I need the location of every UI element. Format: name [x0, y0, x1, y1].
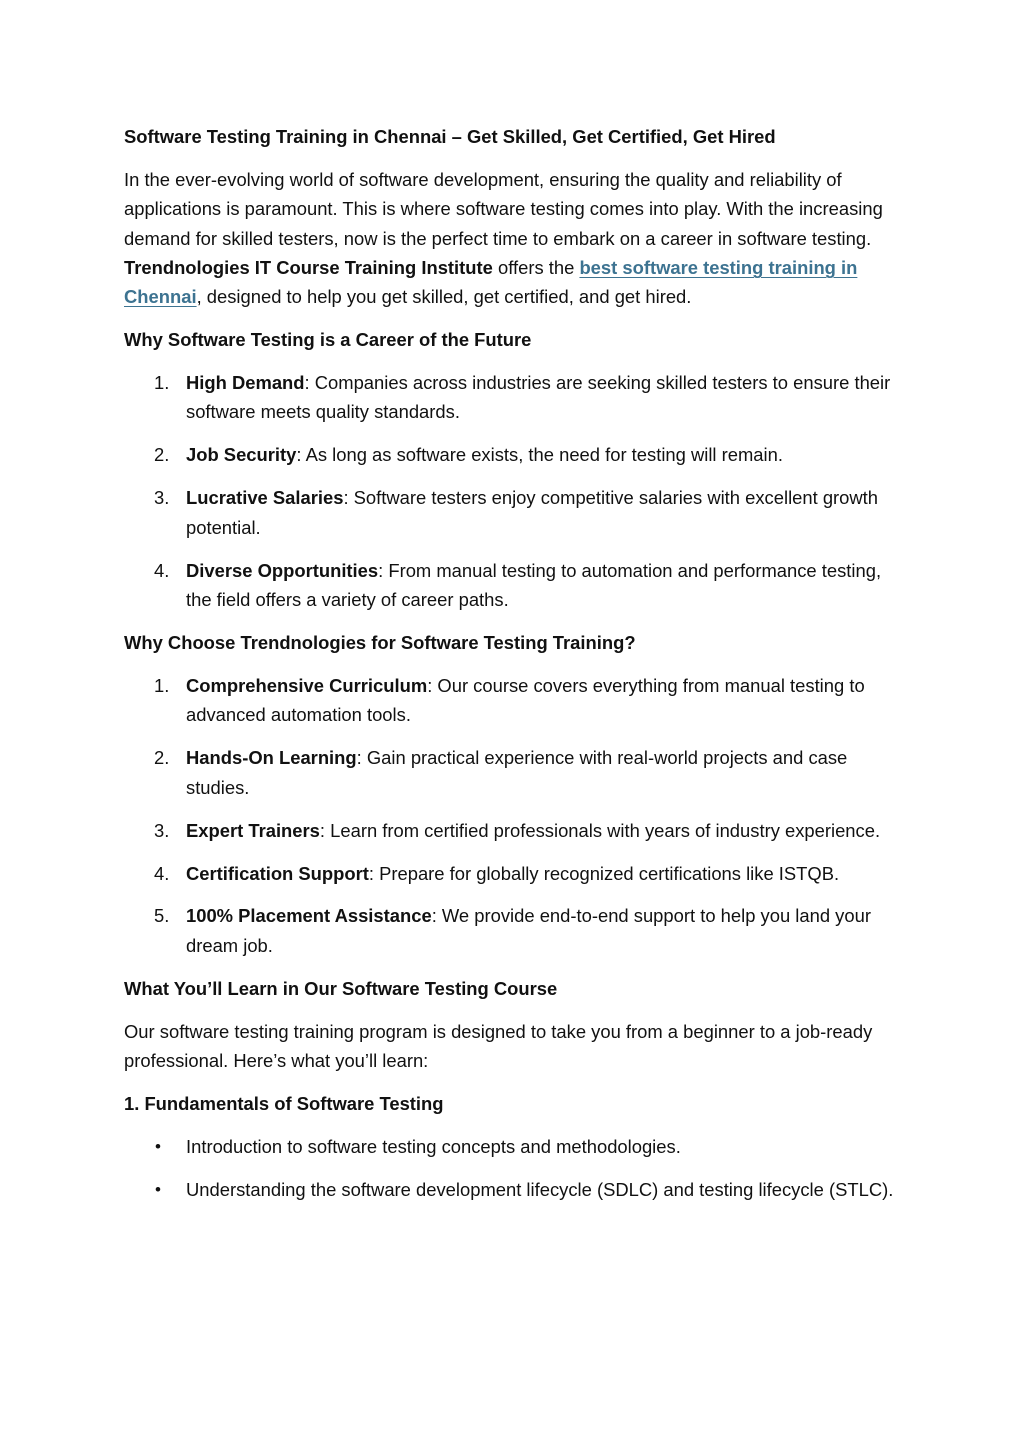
item-text: : From manual testing to automation and performance testing, the field offers a variety of career paths.: [186, 559, 882, 610]
list-number: 1.: [154, 674, 170, 696]
item-title: High Demand: [186, 372, 305, 394]
career-list-item: [124, 440, 899, 469]
item-title: Hands-On Learning: [186, 747, 357, 769]
why-list-item: [124, 859, 899, 888]
fundamentals-list: [124, 1132, 899, 1204]
item-text: : Learn from certified professionals with years of industry experience.: [319, 819, 881, 841]
career-list-item: [124, 483, 899, 542]
item-text: : Companies across industries are seeking skilled testers to ensure their software meets quality standards.: [186, 372, 891, 423]
bullet-text: Understanding the software development lifecycle (SDLC) and testing lifecycle (STLC).: [186, 1179, 894, 1200]
item-title: Job Security: [186, 444, 297, 466]
bullet-icon: •: [155, 1180, 161, 1199]
why-list-item: [124, 671, 899, 730]
fundamentals-heading: 1. Fundamentals of Software Testing: [124, 1093, 444, 1115]
item-text: : Prepare for globally recognized certifications like ISTQB.: [368, 862, 840, 884]
learn-paragraph: Our software testing training program is designed to take you from a beginner to a job-ready professional. Here’s what you’ll learn:: [124, 1020, 873, 1072]
bullet-icon: •: [155, 1137, 161, 1157]
why-list-item: [124, 901, 899, 960]
list-number: 4.: [154, 559, 170, 581]
document-page: [124, 122, 899, 1218]
why-choose-heading: Why Choose Trendnologies for Software Testing Training?: [124, 631, 636, 653]
list-number: 5.: [154, 905, 170, 927]
intro-text-before: In the ever-evolving world of software development, ensuring the quality and reliability of applications is paramount. This is where software testing comes into play. With the increasing demand for skilled testers, now is the perfect time to embark on a career in software testing.: [124, 168, 883, 249]
document-title: Software Testing Training in Chennai – Get Skilled, Get Certified, Get Hired: [124, 126, 776, 147]
item-title: Comprehensive Curriculum: [186, 674, 428, 696]
item-title: Lucrative Salaries: [186, 487, 344, 509]
list-number: 1.: [154, 372, 170, 394]
item-text: : Software testers enjoy competitive salaries with excellent growth potential.: [186, 487, 879, 538]
item-title: Certification Support: [186, 862, 369, 884]
career-list-item: [124, 556, 899, 615]
list-number: 3.: [154, 487, 170, 509]
why-list-item: [124, 743, 899, 802]
list-number: 2.: [154, 444, 170, 466]
career-heading: Why Software Testing is a Career of the Future: [124, 329, 532, 351]
item-title: Diverse Opportunities: [186, 559, 379, 581]
item-text: : Gain practical experience with real-world projects and case studies.: [186, 747, 848, 798]
list-number: 4.: [154, 862, 170, 884]
item-title: 100% Placement Assistance: [186, 905, 432, 927]
list-number: 2.: [154, 747, 170, 769]
item-text: : As long as software exists, the need for testing will remain.: [296, 444, 783, 466]
bullet-list-item: [124, 1132, 899, 1161]
intro-text-middle: offers the: [492, 256, 580, 278]
career-list-item: [124, 368, 899, 427]
why-list-item: [124, 816, 899, 845]
list-number: 3.: [154, 819, 170, 841]
career-list: [124, 368, 899, 614]
intro-paragraph: [124, 165, 899, 311]
bullet-list-item: [124, 1175, 899, 1204]
item-text: : We provide end-to-end support to help you land your dream job.: [186, 905, 871, 956]
learn-heading: What You’ll Learn in Our Software Testing Course: [124, 977, 558, 999]
why-choose-list: [124, 671, 899, 960]
training-link[interactable]: best software testing training in Chennai: [124, 256, 858, 308]
item-text: : Our course covers everything from manual testing to advanced automation tools.: [186, 674, 865, 726]
item-title: Expert Trainers: [186, 819, 320, 841]
institute-name: Trendnologies IT Course Training Institute: [124, 256, 493, 278]
intro-text-after: , designed to help you get skilled, get certified, and get hired.: [196, 286, 692, 308]
bullet-text: Introduction to software testing concepts and methodologies.: [186, 1136, 681, 1158]
